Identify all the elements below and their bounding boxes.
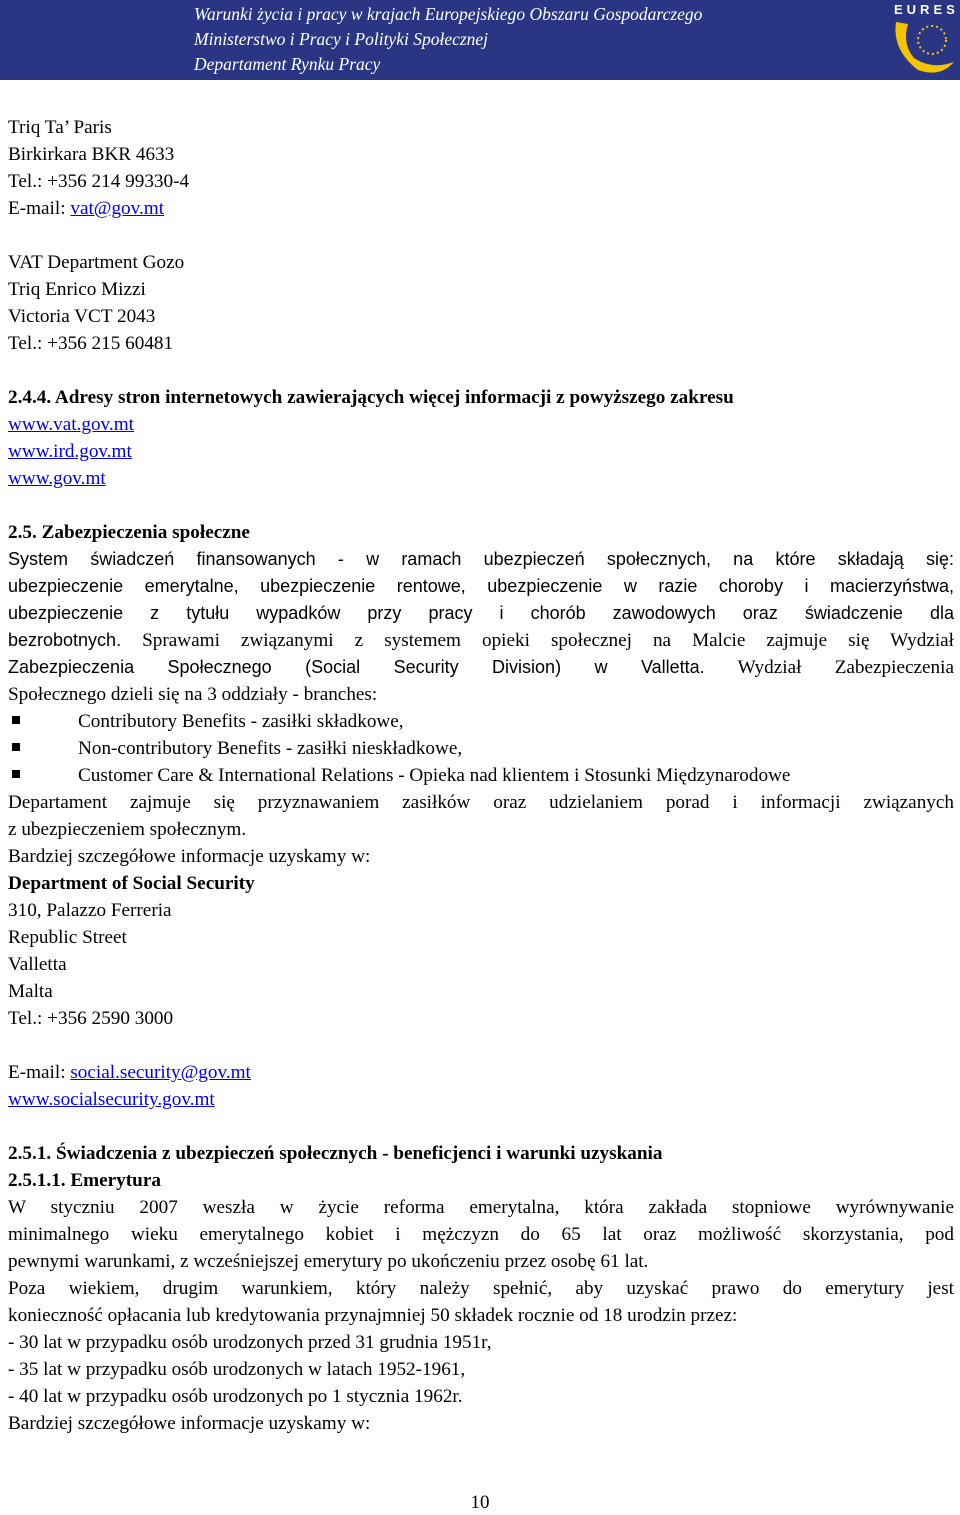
text-sprawami: Sprawami związanymi z systemem opieki społecznej na Malcie zajmuje się Wydział: [121, 630, 954, 651]
section-25-para-line-6: Społecznego dzieli się na 3 oddziały - branches:: [8, 684, 378, 705]
bullet-square-icon: [12, 770, 20, 778]
vat-gozo-name: VAT Department Gozo: [8, 252, 185, 273]
section-25-para-line-4: [8, 627, 954, 654]
more-info-text: Bardziej szczegółowe informacje uzyskamy w:: [8, 846, 371, 867]
vat-gozo-tel: Tel.: +356 215 60481: [8, 333, 174, 354]
header-text: [194, 2, 814, 77]
section-2511-para-line-1: W styczniu 2007 weszła w życie reforma emerytalna, która zakłada stopniowe wyrównywanie: [8, 1197, 954, 1218]
bullet-square-icon: [12, 743, 20, 751]
bullet-text: Contributory Benefits - zasiłki składkowe,: [78, 711, 404, 732]
section-244-heading: 2.4.4. Adresy stron internetowych zawierających więcej informacji z powyższego zakresu: [8, 387, 734, 408]
link-ird-gov[interactable]: www.ird.gov.mt: [8, 441, 132, 462]
document-body: [8, 114, 954, 1437]
list-item: [8, 735, 954, 762]
email-label: E-mail:: [8, 1062, 71, 1083]
section-25-heading: 2.5. Zabezpieczenia społeczne: [8, 522, 250, 543]
dept-email-line: [8, 1059, 954, 1086]
vat-email-link[interactable]: vat@gov.mt: [70, 198, 165, 219]
text-division: Zabezpieczenia Społecznego (Social Security Division) w Valletta.: [8, 657, 705, 677]
link-gov-mt[interactable]: www.gov.mt: [8, 468, 106, 489]
dept-address-3: Valletta: [8, 954, 67, 975]
text-wydzial: Wydział Zabezpieczenia: [704, 657, 954, 678]
section-2511-para-line-3: pewnymi warunkami, z wcześniejszej emerytury po ukończeniu przez osobę 61 lat.: [8, 1251, 649, 1272]
link-vat-gov[interactable]: www.vat.gov.mt: [8, 414, 134, 435]
header-department: Departament Rynku Pracy: [194, 54, 381, 74]
section-25-para-line-5: [8, 654, 954, 681]
section-2511-para2-line-2: konieczność opłacania lub kredytowania przynajmniej 50 składek rocznie od 18 urodzin przez:: [8, 1305, 738, 1326]
list-item: - 35 lat w przypadku osób urodzonych w latach 1952-1961,: [8, 1359, 466, 1380]
dept-address-2: Republic Street: [8, 927, 127, 948]
vat-malta-tel: Tel.: +356 214 99330-4: [8, 171, 190, 192]
section-2511-heading: 2.5.1.1. Emerytura: [8, 1170, 161, 1191]
list-item: [8, 708, 954, 735]
spacer: [8, 1032, 954, 1059]
section-25-para2-line-1: Departament zajmuje się przyznawaniem zasiłków oraz udzielaniem porad i informacji związanych: [8, 792, 954, 813]
list-item: - 30 lat w przypadku osób urodzonych przed 31 grudnia 1951r,: [8, 1332, 492, 1353]
vat-malta-street: Triq Ta’ Paris: [8, 117, 112, 138]
section-2511-para-line-2: minimalnego wieku emerytalnego kobiet i mężczyzn do 65 lat oraz możliwość skorzystania, pod: [8, 1224, 954, 1245]
vat-malta-city: Birkirkara BKR 4633: [8, 144, 175, 165]
header-ministry: Ministerstwo i Pracy i Polityki Społecznej: [194, 29, 489, 49]
section-25-para-line-2: ubezpieczenie emerytalne, ubezpieczenie rentowe, ubezpieczenie w razie choroby i macierzyństwa,: [8, 576, 954, 596]
text-bezrobotnych: bezrobotnych.: [8, 630, 122, 650]
list-item: [8, 762, 954, 789]
dept-tel: Tel.: +356 2590 3000: [8, 1008, 174, 1029]
dept-address-1: 310, Palazzo Ferreria: [8, 900, 172, 921]
vat-malta-email-line: [8, 195, 954, 222]
more-info-text: Bardziej szczegółowe informacje uzyskamy w:: [8, 1413, 371, 1434]
vat-gozo-street: Triq Enrico Mizzi: [8, 279, 146, 300]
dept-web-link[interactable]: www.socialsecurity.gov.mt: [8, 1089, 215, 1110]
vat-gozo-city: Victoria VCT 2043: [8, 306, 156, 327]
bullet-text: Customer Care & International Relations - Opieka nad klientem i Stosunki Międzynarodowe: [78, 765, 791, 786]
bullet-square-icon: [12, 716, 20, 724]
page-header: [0, 0, 960, 80]
section-25-para2-line-2: z ubezpieczeniem społecznym.: [8, 819, 247, 840]
email-label: E-mail:: [8, 198, 71, 219]
section-25-para-line-1: System świadczeń finansowanych - w ramach ubezpieczeń społecznych, na które składają się:: [8, 549, 954, 569]
eures-logo: [888, 0, 960, 80]
section-2511-para2-line-1: Poza wiekiem, drugim warunkiem, który należy spełnić, aby uzyskać prawo do emerytury jest: [8, 1278, 954, 1299]
header-title: Warunki życia i pracy w krajach Europejskiego Obszaru Gospodarczego: [194, 4, 703, 24]
eures-logo-text: EURES: [894, 2, 959, 17]
spacer: [8, 222, 954, 249]
spacer: [8, 357, 954, 384]
page-number: 10: [470, 1492, 490, 1513]
spacer: [8, 1113, 954, 1140]
section-25-para-line-3: ubezpieczenie z tytułu wypadków przy pracy i chorób zawodowych oraz świadczenie dla: [8, 603, 954, 623]
spacer: [8, 492, 954, 519]
bullet-text: Non-contributory Benefits - zasiłki nieskładkowe,: [78, 738, 463, 759]
dept-address-4: Malta: [8, 981, 53, 1002]
dept-email-link[interactable]: social.security@gov.mt: [70, 1062, 251, 1083]
section-251-heading: 2.5.1. Świadczenia z ubezpieczeń społecznych - beneficjenci i warunki uzyskania: [8, 1143, 663, 1164]
dept-name: Department of Social Security: [8, 873, 255, 894]
list-item: - 40 lat w przypadku osób urodzonych po 1 stycznia 1962r.: [8, 1386, 463, 1407]
